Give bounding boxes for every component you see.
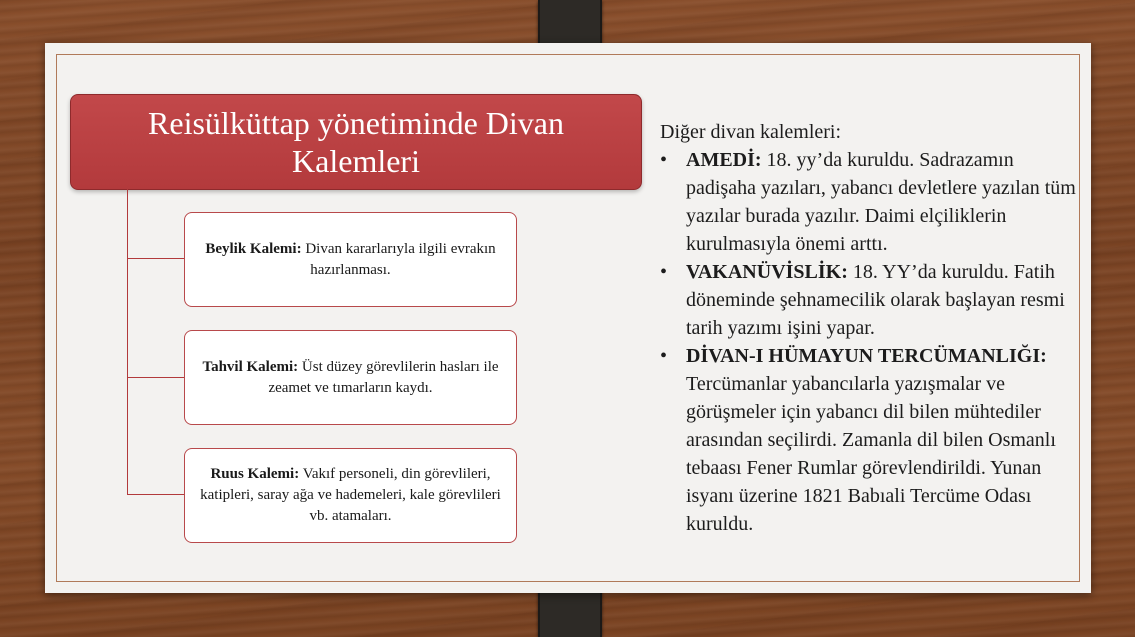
list-item-tercumanlik [660, 342, 1080, 538]
connector-1 [127, 258, 185, 259]
card-term: Ruus Kalemi: [210, 466, 300, 482]
right-intro: Diğer divan kalemleri: [660, 121, 842, 143]
item-term: VAKANÜVİSLİK: [686, 261, 848, 283]
bullet-icon: • [660, 261, 668, 283]
card-desc: Divan kararlarıyla ilgili evrakın hazırlanması. [305, 240, 496, 278]
card-term: Tahvil Kalemi: [202, 358, 299, 375]
card-desc: Üst düzey görevlilerin hasları ile zeamet ve tımarların kaydı. [268, 358, 499, 396]
item-desc: Tercümanlar yabancılarla yazışmalar ve görüşmeler için yabancı dil bilen mühtediler arasından seçilirdi. Zamanla dil bilen Osmanlı tebaası Fener Rumlar görevlendirildi. Yunan isyanı üzerine 1821 Babıali Tercüme Odası kuruldu. [686, 373, 1056, 535]
item-term: DİVAN-I HÜMAYUN TERCÜMANLIĞI: [686, 345, 1047, 367]
bullet-icon: • [660, 149, 668, 171]
card-tahvil-kalemi [184, 330, 517, 425]
diagram-title: Reisülküttap yönetiminde Divan Kalemleri [148, 105, 564, 179]
card-beylik-kalemi [184, 212, 517, 307]
connector-3 [127, 494, 185, 495]
item-term: AMEDİ: [686, 149, 762, 171]
card-ruus-kalemi [184, 448, 517, 543]
card-desc: Vakıf personeli, din görevlileri, katipleri, saray ağa ve hademeleri, kale görevlileri vb. atamaları. [200, 466, 501, 524]
list-item-vakanuvislik [660, 258, 1080, 342]
diagram-title-box [70, 94, 642, 190]
card-term: Beylik Kalemi: [205, 240, 302, 257]
bullet-icon: • [660, 345, 668, 367]
connector-2 [127, 377, 185, 378]
item-desc: 18. yy’da kuruldu. Sadrazamın padişaha yazıları, yabancı devletlere yazılan tüm yazılar burada yazılır. Daimi elçiliklerin kurulmasıyla önemi arttı. [686, 149, 1076, 255]
connector-vertical [127, 188, 128, 494]
item-desc: 18. YY’da kuruldu. Fatih döneminde şehnamecilik olarak başlayan resmi tarih yazımı işini yapar. [686, 261, 1065, 339]
list-item-amedi [660, 146, 1080, 258]
right-text-block [660, 118, 1080, 538]
right-bullet-list [660, 146, 1080, 538]
